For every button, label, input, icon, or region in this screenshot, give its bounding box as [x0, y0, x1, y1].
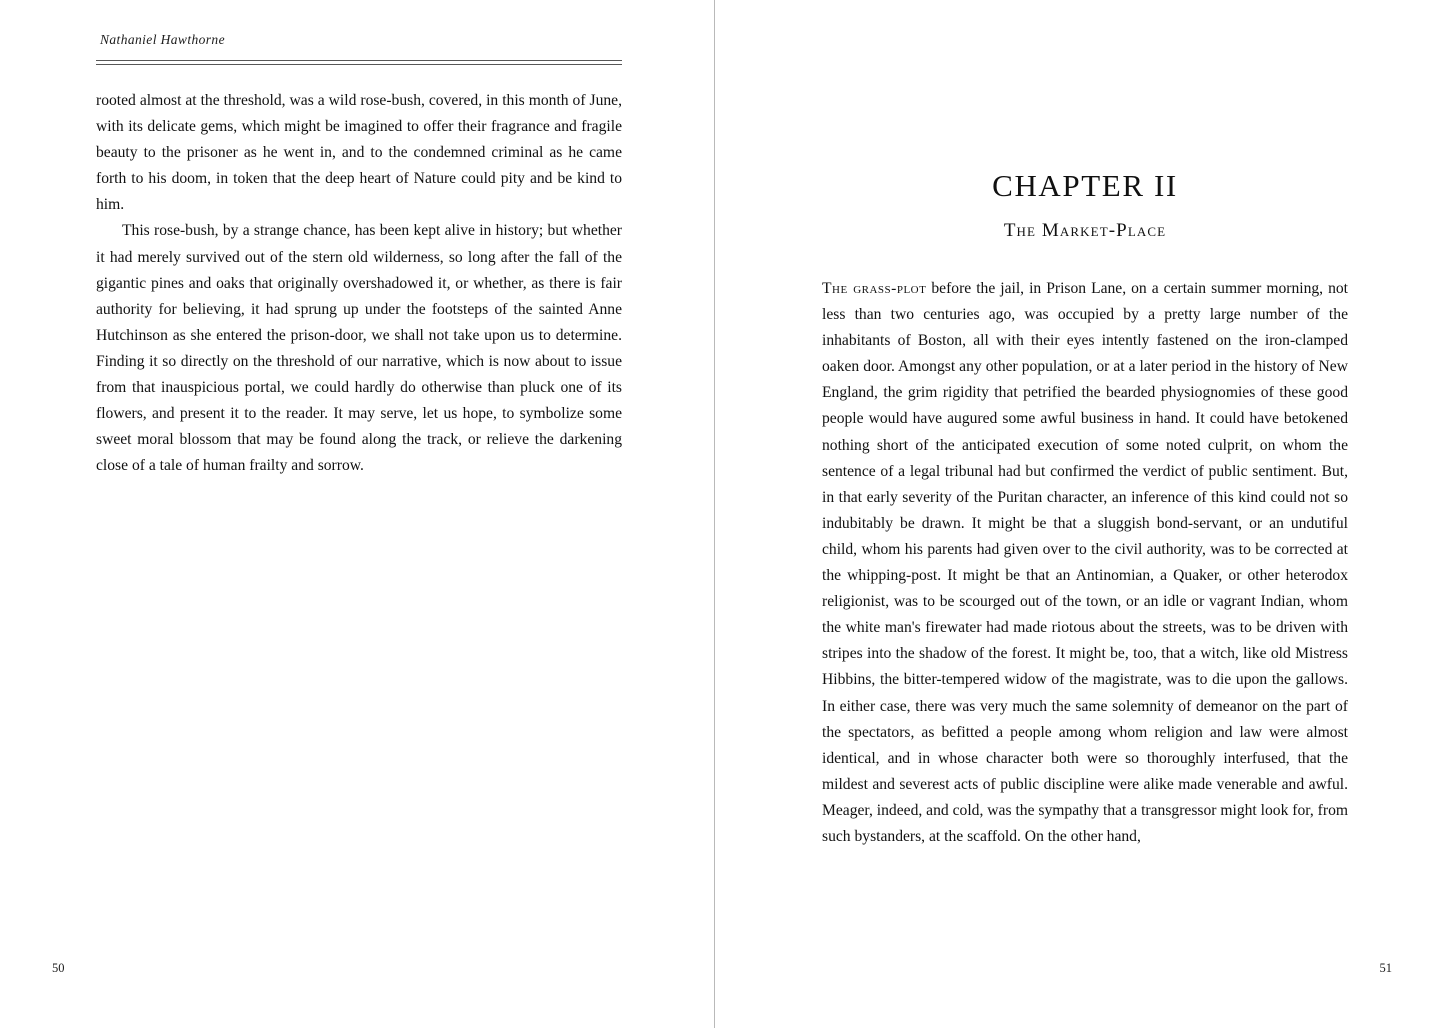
chapter-title: The Market-Place [1003, 220, 1167, 241]
left-page-body [96, 88, 622, 479]
right-page-body [822, 276, 1348, 850]
chapter-number: CHAPTER II [992, 168, 1178, 203]
paragraph [822, 276, 1348, 850]
opening-smallcaps: The grass-plot [822, 280, 927, 297]
chapter-heading [822, 168, 1348, 242]
header-rule-top [96, 60, 622, 61]
header-rule-bottom [96, 64, 622, 65]
page-number-left: 50 [52, 961, 65, 975]
right-page [722, 0, 1444, 1028]
page-number-right: 51 [1379, 961, 1392, 975]
paragraph: This rose-bush, by a strange chance, has been kept alive in history; but whether it had merely survived out of the stern old wilderness, so long after the fall of the gigantic pines and oaks that originally overshadowed it, or whether, as there is fair authority for believing, it had sprung up under the footsteps of the sainted Anne Hutchinson as she entered the prison-door, we shall not take upon us to determine. Finding it so directly on the threshold of our narrative, which is now about to issue from that inauspicious portal, we could hardly do otherwise than pluck one of its flowers, and present it to the reader. It may serve, let us hope, to symbolize some sweet moral blossom that may be found along the track, or relieve the darkening close of a tale of human frailty and sorrow. [96, 222, 622, 475]
running-head: Nathaniel Hawthorne [100, 32, 225, 47]
left-page [0, 0, 722, 1028]
opening-text: before the jail, in Prison Lane, on a certain summer morning, not less than two centuries ago, was occupied by a pretty large number of the inhabitants of Boston, all with their eyes intently fastened on the iron-clamped oaken door. Amongst any other population, or at a later period in the history of New England, the grim rigidity that petrified the bearded physiognomies of these good people would have augured some awful business in hand. It could have betokened nothing short of the anticipated execution of some noted culprit, on whom the sentence of a legal tribunal had but confirmed the verdict of public sentiment. But, in that early severity of the Puritan character, an inference of this kind could not so indubitably be drawn. It might be that a sluggish bond-servant, or an undutiful child, whom his parents had given over to the civil authority, was to be corrected at the whipping-post. It might be that an Antinomian, a Quaker, or other heterodox religionist, was to be scourged out of the town, or an idle or vagrant Indian, whom the white man's firewater had made riotous about the streets, was to be driven with stripes into the shadow of the forest. It might be, too, that a witch, like old Mistress Hibbins, the bitter-tempered widow of the magistrate, was to die upon the gallows. In either case, there was very much the same solemnity of demeanor on the part of the spectators, as befitted a people among whom religion and law were almost identical, and in whose character both were so thoroughly interfused, that the mildest and severest acts of public discipline were alike made venerable and awful. Meager, indeed, and cold, was the sympathy that a transgressor might look for, from such bystanders, at the scaffold. On the other hand, [822, 280, 1348, 845]
header-rule [96, 60, 622, 66]
paragraph: rooted almost at the threshold, was a wild rose-bush, covered, in this month of June, with its delicate gems, which might be imagined to offer their fragrance and fragile beauty to the prisoner as he went in, and to the condemned criminal as he came forth to his doom, in token that the deep heart of Nature could pity and be kind to him. [96, 92, 622, 214]
